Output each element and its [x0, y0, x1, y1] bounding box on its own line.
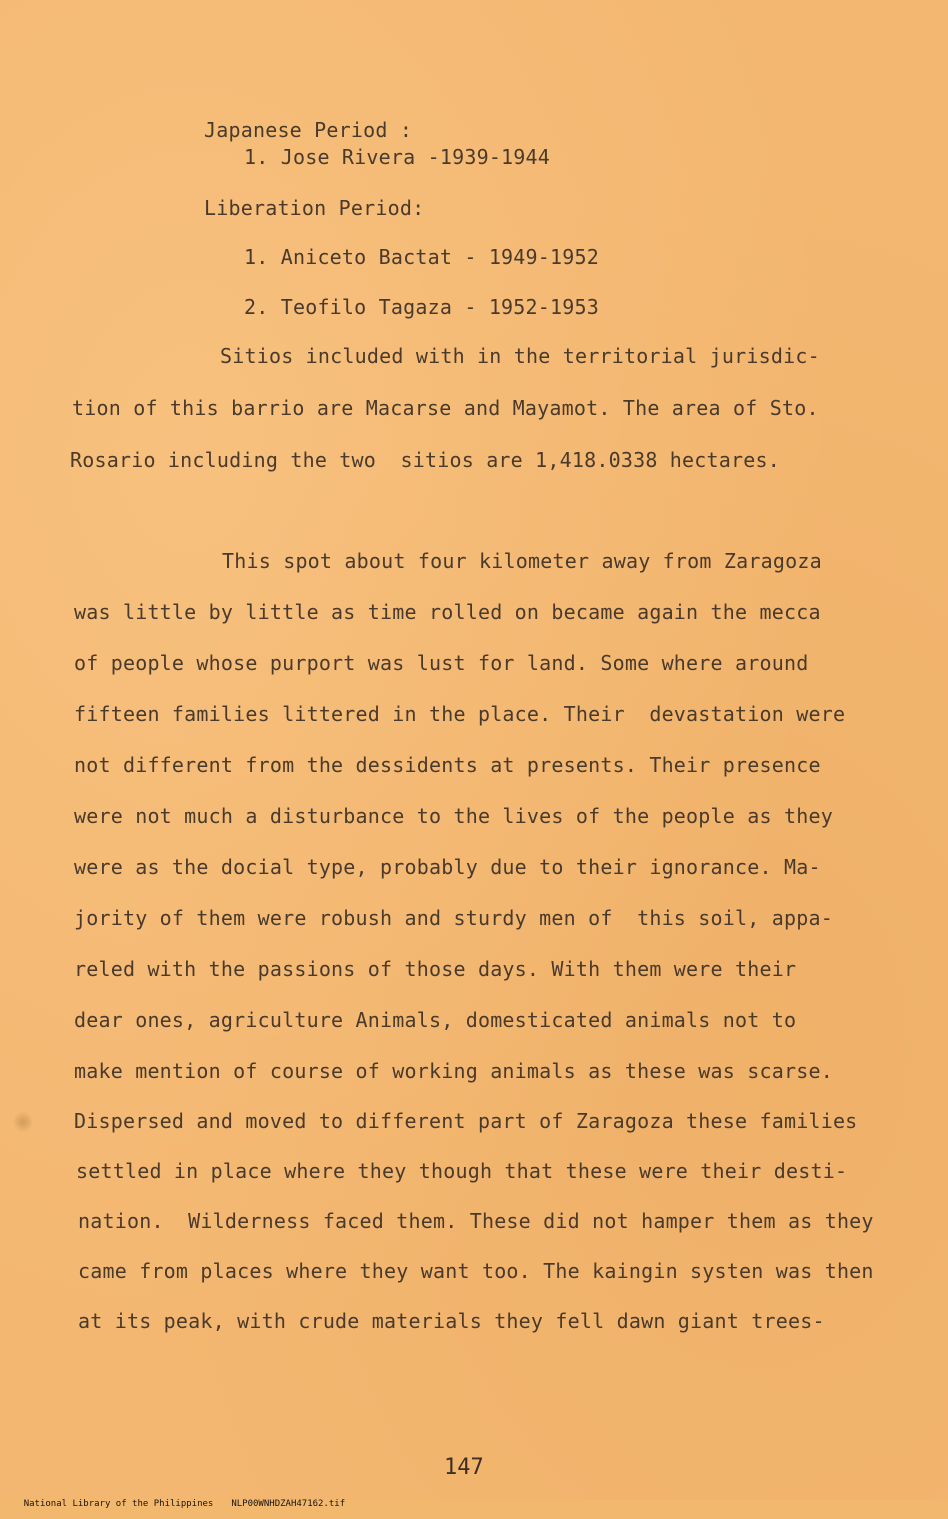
liberation-period-item: 2. Teofilo Tagaza - 1952-1953 — [244, 295, 599, 319]
text-line: at its peak, with crude materials they fell dawn giant trees- — [78, 1309, 825, 1333]
text-line: fifteen families littered in the place. Their devastation were — [74, 702, 846, 726]
footer-library: National Library of the Philippines — [23, 1499, 214, 1509]
text-line: nation. Wilderness faced them. These did not hamper them as they — [78, 1209, 874, 1233]
liberation-period-label: Liberation Period: — [204, 196, 425, 220]
footer-filename: NLP00WNHDZAH47162.tif — [231, 1499, 346, 1509]
text-line: were as the docial type, probably due to their ignorance. Ma- — [74, 855, 821, 879]
japanese-period-item: 1. Jose Rivera -1939-1944 — [244, 145, 551, 169]
text-line: Rosario including the two sitios are 1,418.0338 hectares. — [70, 448, 780, 472]
text-line: reled with the passions of those days. With them were their — [74, 957, 797, 981]
header-block — [204, 118, 599, 319]
text-line: was little by little as time rolled on became again the mecca — [74, 600, 821, 624]
text-line: not different from the dessidents at presents. Their presence — [74, 753, 821, 777]
scan-footer — [2, 1489, 363, 1519]
text-line: Dispersed and moved to different part of Zaragoza these families — [74, 1109, 858, 1133]
text-line: make mention of course of working animals as these was scarse. — [74, 1059, 833, 1083]
liberation-period-item: 1. Aniceto Bactat - 1949-1952 — [244, 245, 599, 269]
text-line: jority of them were robush and sturdy men of this soil, appa- — [74, 906, 833, 930]
text-line: settled in place where they though that these were their desti- — [76, 1159, 848, 1183]
text-line: This spot about four kilometer away from Zaragoza — [222, 549, 822, 573]
page-smudge — [14, 1110, 32, 1134]
paragraph-history — [74, 549, 874, 1333]
text-line: of people whose purport was lust for land. Some where around — [74, 651, 809, 675]
page-number: 147 — [444, 1455, 484, 1480]
text-line: dear ones, agriculture Animals, domesticated animals not to — [74, 1008, 797, 1032]
text-line: were not much a disturbance to the lives of the people as they — [74, 804, 833, 828]
japanese-period-label: Japanese Period : — [204, 118, 413, 142]
text-line: Sitios included with in the territorial jurisdic- — [220, 344, 820, 368]
paragraph-sitios — [70, 344, 820, 472]
text-line: tion of this barrio are Macarse and Mayamot. The area of Sto. — [72, 396, 819, 420]
text-line: came from places where they want too. The kaingin systen was then — [78, 1259, 874, 1283]
